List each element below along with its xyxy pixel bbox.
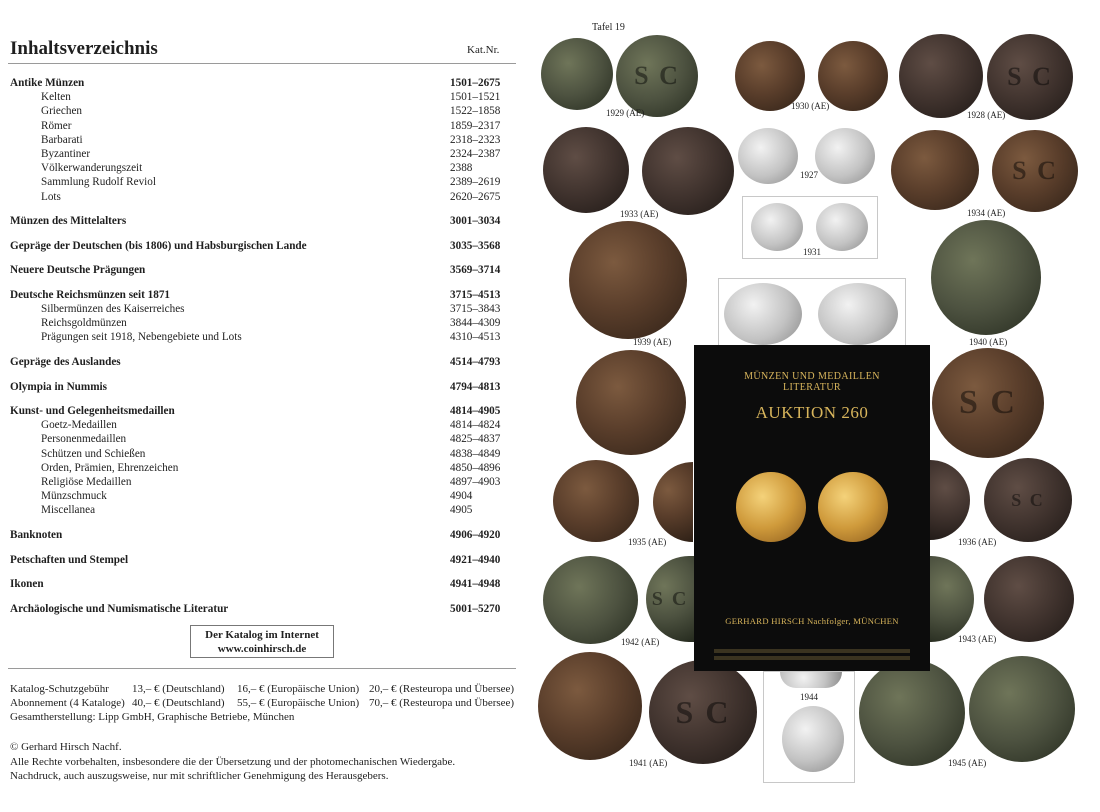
toc-label: Völkerwanderungszeit	[41, 162, 143, 175]
coin-caption: 1927	[800, 170, 818, 180]
toc-range: 2324–2387	[450, 147, 501, 160]
toc-range: 1501–1521	[450, 91, 501, 104]
toc-label: Sammlung Rudolf Reviol	[41, 176, 156, 189]
toc-section	[10, 263, 520, 277]
toc-subsection	[10, 316, 520, 330]
internet-box-title: Der Katalog im Internet	[205, 629, 319, 641]
toc-label: Gepräge des Auslandes	[10, 355, 121, 368]
coin-caption: 1941 (AE)	[629, 758, 668, 768]
coin-image	[538, 652, 642, 760]
coin-image	[930, 460, 970, 540]
toc-range: 4838–4849	[450, 447, 501, 460]
coin-image	[541, 38, 613, 110]
coin-caption: 1934 (AE)	[967, 208, 1006, 218]
copyright-block	[10, 740, 455, 784]
index-page	[0, 0, 530, 812]
internet-box	[190, 625, 334, 658]
toc-section	[10, 239, 520, 253]
toc-subsection	[10, 302, 520, 316]
coin-image	[891, 130, 979, 210]
toc-range: 4514–4793	[450, 355, 501, 368]
footer-rule	[8, 668, 516, 669]
toc-label: Miscellanea	[41, 504, 96, 517]
toc-range: 1859–2317	[450, 119, 501, 132]
toc-section	[10, 288, 520, 302]
toc-section	[10, 577, 520, 591]
coin-image	[653, 462, 693, 542]
table-of-contents	[10, 76, 520, 616]
coin-caption: 1942 (AE)	[621, 637, 660, 647]
toc-label: Prägungen seit 1918, Nebengebiete und Lots	[41, 331, 242, 344]
toc-label: Münzen des Mittelalters	[10, 215, 127, 228]
toc-subsection	[10, 330, 520, 344]
price-de: 40,– € (Deutschland)	[132, 697, 225, 709]
toc-range: 3844–4309	[450, 317, 501, 330]
toc-section	[10, 602, 520, 616]
toc-range: 4921–4940	[450, 553, 501, 566]
toc-range: 4897–4903	[450, 476, 501, 489]
coin-caption: 1931	[803, 247, 821, 257]
toc-subsection	[10, 475, 520, 489]
coin-image: S C	[987, 34, 1073, 120]
toc-range: 4850–4896	[450, 461, 501, 474]
price-eu: 16,– € (Europäische Union)	[237, 683, 360, 695]
coin-image	[969, 656, 1075, 762]
price-label: Abonnement (4 Kataloge)	[10, 697, 125, 709]
toc-label: Deutsche Reichsmünzen seit 1871	[10, 288, 171, 301]
coin-image: S C	[932, 348, 1044, 458]
header-rule	[8, 63, 516, 64]
toc-label: Petschaften und Stempel	[10, 553, 129, 566]
toc-section	[10, 553, 520, 567]
coin-image	[815, 128, 875, 184]
toc-label: Schützen und Schießen	[41, 447, 146, 460]
toc-range: 2318–2323	[450, 133, 501, 146]
cover-firm-name: GERHARD HIRSCH Nachfolger, MÜNCHEN	[725, 616, 899, 626]
toc-label: Personenmedaillen	[41, 433, 127, 446]
toc-label: Griechen	[41, 105, 82, 118]
toc-range: 2389–2619	[450, 176, 501, 189]
toc-subsection	[10, 119, 520, 133]
toc-subsection	[10, 104, 520, 118]
coin-image	[569, 221, 687, 339]
toc-subsection	[10, 503, 520, 517]
toc-range: 5001–5270	[450, 602, 501, 615]
toc-subsection	[10, 489, 520, 503]
toc-label: Religiöse Medaillen	[41, 476, 132, 489]
coin-image	[553, 460, 639, 542]
coin-image	[543, 127, 629, 213]
toc-subsection	[10, 418, 520, 432]
toc-label: Kelten	[41, 91, 71, 104]
toc-label: Neuere Deutsche Prägungen	[10, 264, 146, 277]
toc-label: Archäologische und Numismatische Literatur	[10, 602, 229, 615]
plate-label: Tafel 19	[592, 22, 625, 33]
coin-image	[642, 127, 734, 215]
toc-range: 4794–4813	[450, 380, 501, 393]
toc-range: 4814–4824	[450, 419, 501, 432]
coin-image	[724, 283, 802, 345]
coin-image	[816, 203, 868, 251]
toc-label: Gepräge der Deutschen (bis 1806) und Habsburgischen Lande	[10, 239, 307, 252]
coin-image	[931, 220, 1041, 335]
price-de: 13,– € (Deutschland)	[132, 683, 225, 695]
toc-label: Römer	[41, 119, 72, 132]
toc-subsection	[10, 175, 520, 189]
price-rest: 70,– € (Resteuropa und Übersee)	[369, 697, 515, 709]
coin-image	[576, 350, 686, 455]
production-credit: Gesamtherstellung: Lipp GmbH, Graphische Betriebe, München	[10, 711, 295, 723]
catalog-cover	[694, 345, 930, 671]
coin-caption: 1933 (AE)	[620, 209, 659, 219]
website-link[interactable]: www.coinhirsch.de	[217, 643, 307, 655]
toc-range: 4814–4905	[450, 405, 501, 418]
coin-image	[818, 283, 898, 345]
rights-line-1: Alle Rechte vorbehalten, insbesondere die der Übersetzung und der photomechanischen Wiedergabe.	[10, 755, 456, 768]
kat-nr-header: Kat.Nr.	[467, 44, 500, 56]
toc-label: Silbermünzen des Kaiserreiches	[41, 303, 185, 315]
coin-caption: 1940 (AE)	[969, 337, 1008, 347]
toc-label: Münzschmuck	[41, 490, 107, 503]
toc-range: 1522–1858	[450, 105, 501, 118]
coin-caption: 1929 (AE)	[606, 108, 645, 118]
toc-label: Reichsgoldmünzen	[41, 317, 127, 330]
coin-caption: 1930 (AE)	[791, 101, 830, 111]
toc-range: 3715–4513	[450, 288, 501, 301]
toc-label: Banknoten	[10, 529, 63, 541]
price-label: Katalog-Schutzgebühr	[10, 683, 109, 695]
toc-section	[10, 355, 520, 369]
coin-image	[543, 556, 638, 644]
coin-image	[780, 672, 842, 688]
coin-image: S C	[649, 660, 757, 764]
toc-label: Orden, Prämien, Ehrenzeichen	[41, 461, 179, 474]
toc-subsection	[10, 432, 520, 446]
toc-range: 3001–3034	[450, 215, 501, 228]
toc-range: 4941–4948	[450, 578, 501, 591]
toc-range: 3569–3714	[450, 264, 501, 277]
price-rest: 20,– € (Resteuropa und Übersee)	[369, 683, 515, 695]
toc-subsection	[10, 447, 520, 461]
cover-fine-print	[714, 656, 910, 660]
toc-range: 4905	[450, 504, 473, 517]
coin-image: S C	[992, 130, 1078, 212]
toc-subsection	[10, 133, 520, 147]
coin-image: S C	[616, 35, 698, 117]
page-title: Inhaltsverzeichnis	[10, 38, 158, 59]
toc-range: 2388	[450, 162, 473, 175]
toc-section	[10, 214, 520, 228]
toc-label: Byzantiner	[41, 147, 91, 160]
toc-subsection	[10, 161, 520, 175]
gold-medal-image	[736, 472, 806, 542]
price-eu: 55,– € (Europäische Union)	[237, 697, 360, 709]
toc-subsection	[10, 90, 520, 104]
toc-section	[10, 76, 520, 90]
coin-image: S C	[984, 458, 1072, 542]
cover-fine-print	[714, 649, 910, 653]
toc-range: 4310–4513	[450, 331, 501, 344]
coin-caption: 1935 (AE)	[628, 537, 667, 547]
coin-caption: 1936 (AE)	[958, 537, 997, 547]
coin-image	[782, 706, 844, 772]
toc-section	[10, 404, 520, 418]
coin-image	[859, 660, 965, 766]
toc-range: 3715–3843	[450, 303, 501, 315]
toc-label: Lots	[41, 190, 61, 203]
toc-label: Olympia in Nummis	[10, 380, 107, 393]
rights-line-2: Nachdruck, auch auszugsweise, nur mit schriftlicher Genehmigung des Herausgebers.	[10, 770, 389, 782]
toc-range: 4904	[450, 490, 473, 503]
coin-image	[738, 128, 798, 184]
toc-label: Goetz-Medaillen	[41, 419, 117, 432]
cover-title: MÜNZEN UND MEDAILLEN LITERATUR	[744, 371, 880, 393]
coin-caption: 1944	[800, 692, 818, 702]
coin-caption: 1943 (AE)	[958, 634, 997, 644]
coin-caption: 1945 (AE)	[948, 758, 987, 768]
toc-range: 3035–3568	[450, 239, 501, 252]
coin-image	[984, 556, 1074, 642]
cover-auction-number: AUKTION 260	[755, 403, 869, 422]
toc-range: 2620–2675	[450, 190, 501, 203]
toc-section	[10, 380, 520, 394]
toc-range: 1501–2675	[450, 77, 501, 89]
toc-label: Kunst- und Gelegenheitsmedaillen	[10, 405, 175, 418]
toc-subsection	[10, 147, 520, 161]
coin-image	[751, 203, 803, 251]
coin-caption: 1928 (AE)	[967, 110, 1006, 120]
toc-subsection	[10, 461, 520, 475]
gold-medal-image	[818, 472, 888, 542]
coin-image	[899, 34, 983, 118]
toc-range: 4825–4837	[450, 433, 501, 446]
coin-image: S C	[646, 556, 694, 642]
toc-subsection	[10, 190, 520, 204]
toc-section	[10, 528, 520, 542]
coin-image	[930, 556, 974, 642]
copyright-line: © Gerhard Hirsch Nachf.	[10, 741, 122, 753]
toc-range: 4906–4920	[450, 529, 501, 541]
toc-label: Antike Münzen	[10, 77, 85, 89]
toc-label: Ikonen	[10, 578, 44, 591]
toc-label: Barbarati	[41, 133, 83, 146]
coin-caption: 1939 (AE)	[633, 337, 672, 347]
